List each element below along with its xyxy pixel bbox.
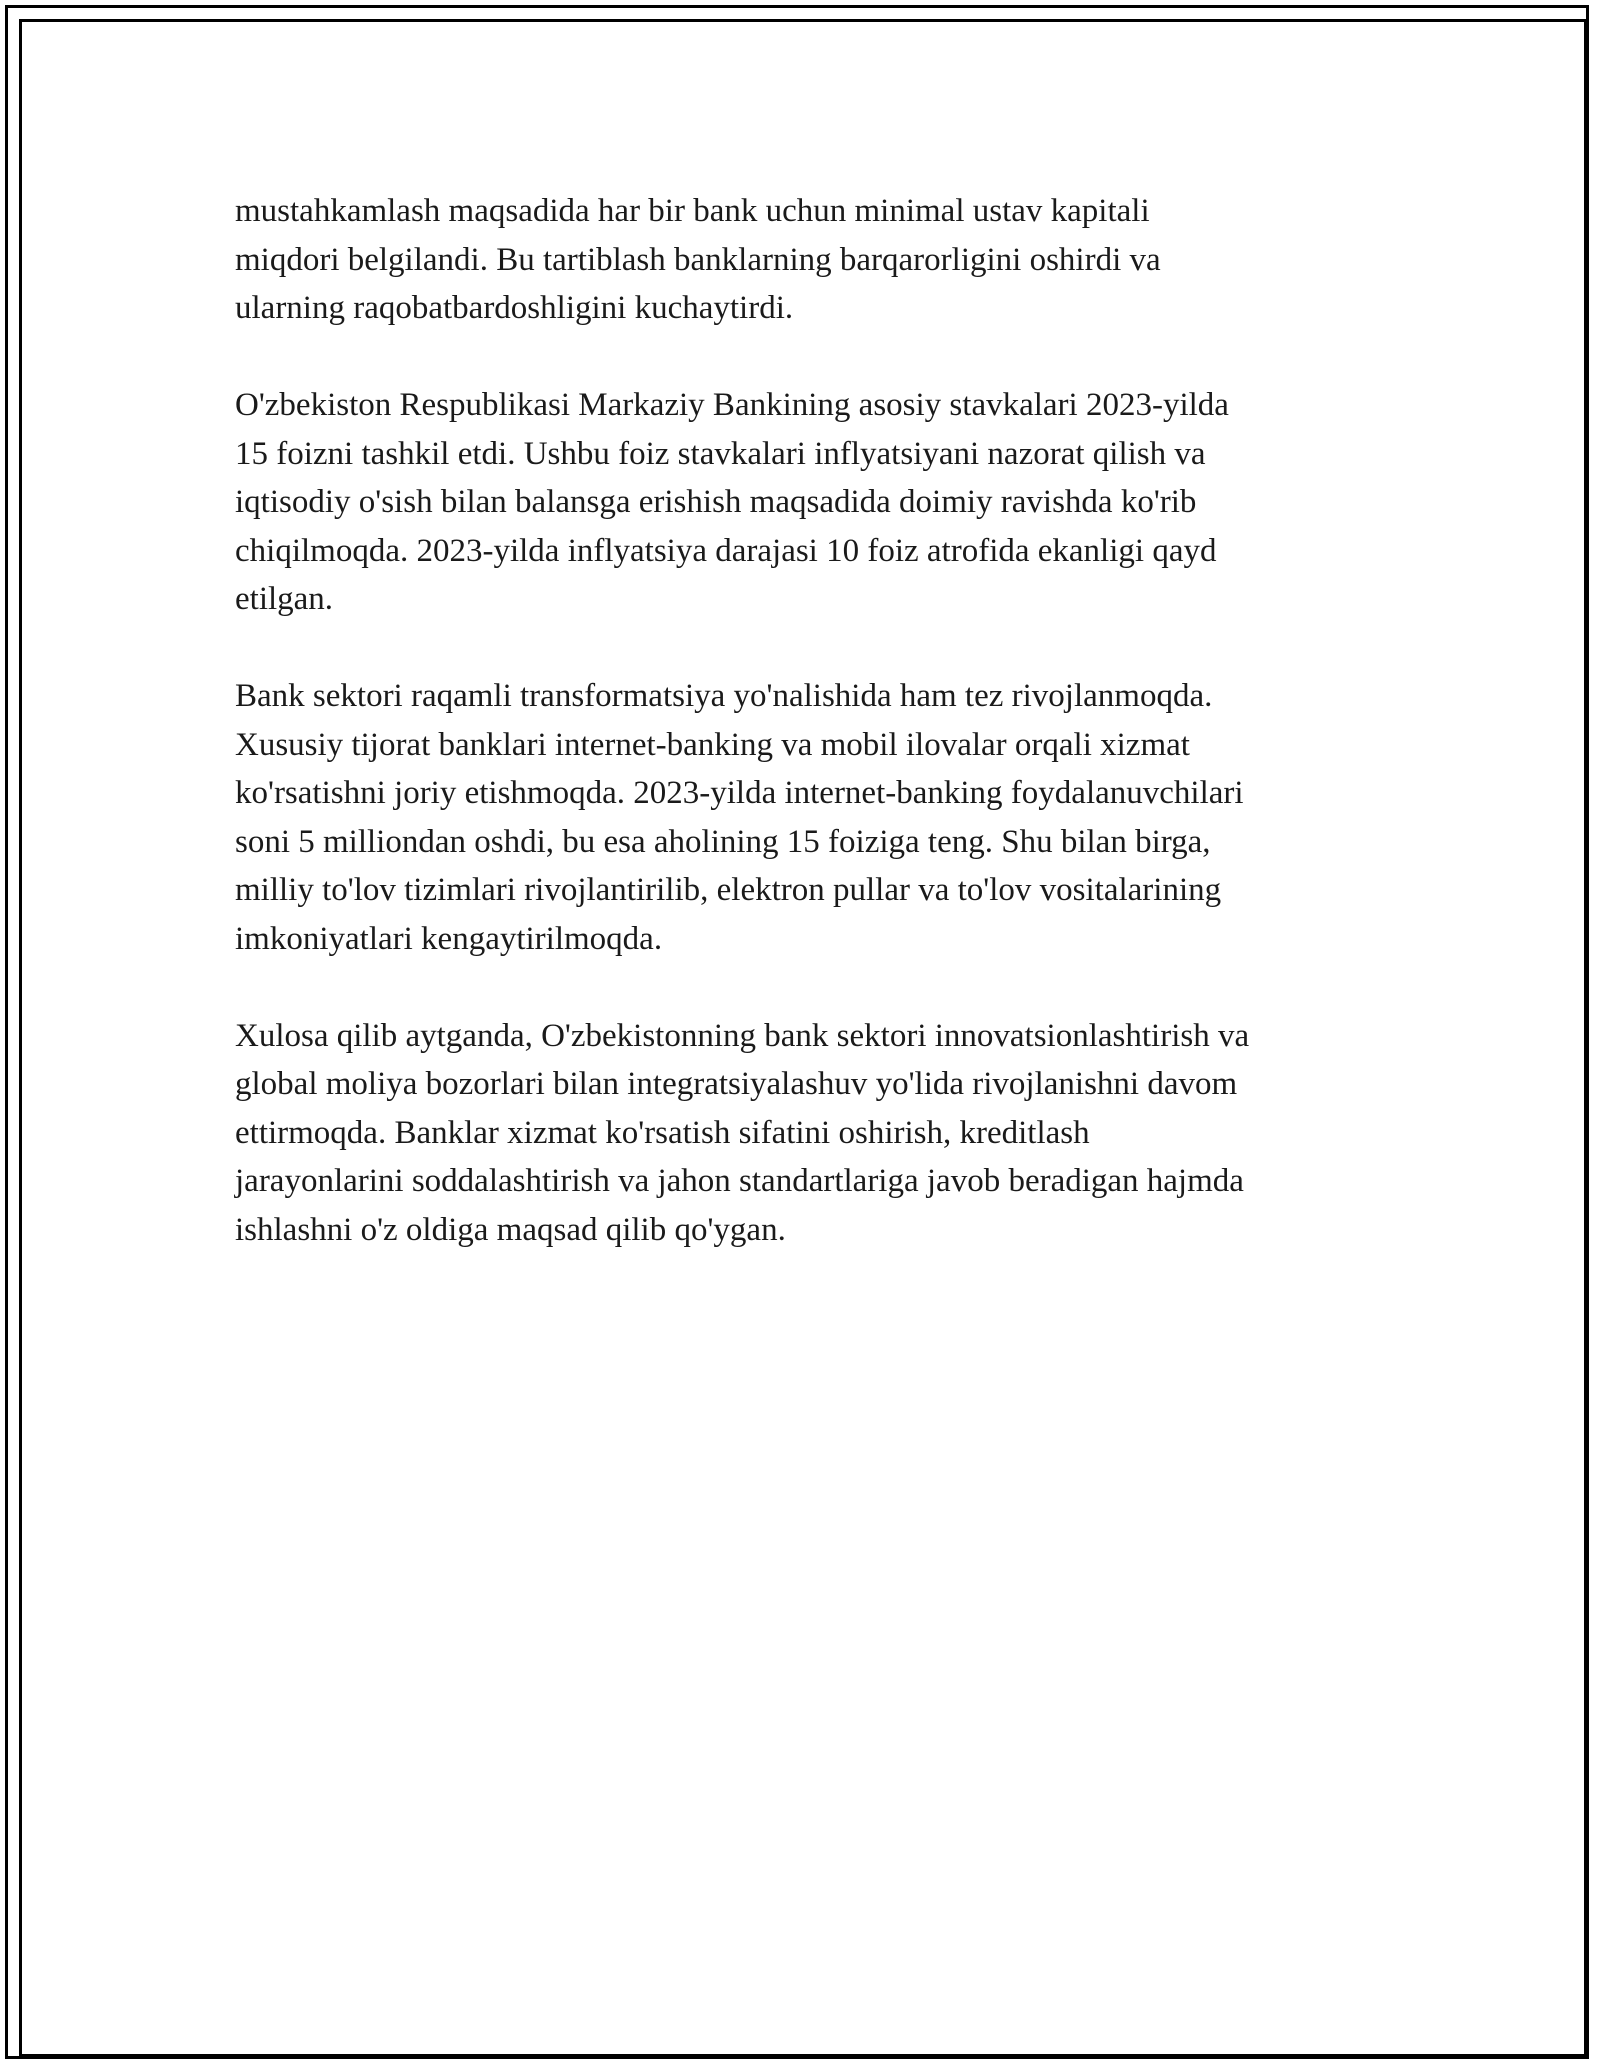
text-line: Xususiy tijorat banklari internet-banking va mobil ilovalar orqali xizmat [235,726,1190,763]
text-line: ishlashni o'z oldiga maqsad qilib qo'ygan. [235,1211,786,1248]
paragraph-conclusion [235,1012,1375,1255]
text-line: ularning raqobatbardoshligini kuchaytirdi. [235,290,794,326]
document-body [235,187,1375,1303]
text-line: milliy to'lov tizimlari rivojlantirilib, elektron pullar va to'lov vositalarining [235,872,1222,908]
text-line: miqdori belgilandi. Bu tartiblash banklarning barqarorligini oshirdi va [235,241,1161,278]
text-line: chiqilmoqda. 2023-yilda inflyatsiya darajasi 10 foiz atrofida ekanligi qayd [235,532,1217,569]
text-line: ettirmoqda. Banklar xizmat ko'rsatish sifatini oshirish, kreditlash [235,1114,1090,1151]
text-line: soni 5 milliondan oshdi, bu esa aholining 15 foiziga teng. Shu bilan birga, [235,823,1211,860]
text-line: O'zbekiston Respublikasi Markaziy Bankining asosiy stavkalari 2023-yilda [235,387,1229,423]
text-line: Xulosa qilib aytganda, O'zbekistonning bank sektori innovatsionlashtirish va [235,1017,1250,1054]
text-line: jarayonlarini soddalashtirish va jahon standartlariga javob beradigan hajmda [235,1163,1244,1199]
paragraph-central-bank-rates [235,381,1375,624]
text-line: global moliya bozorlari bilan integratsiyalashuv yo'lida rivojlanishni davom [235,1066,1238,1102]
text-line: iqtisodiy o'sish bilan balansga erishish maqsadida doimiy ravishda ko'rib [235,484,1197,520]
text-line: imkoniyatlari kengaytirilmoqda. [235,920,663,957]
paragraph-digital-transformation [235,672,1375,963]
text-line: Bank sektori raqamli transformatsiya yo'nalishida ham tez rivojlanmoqda. [235,678,1213,714]
text-line: ko'rsatishni joriy etishmoqda. 2023-yilda internet-banking foydalanuvchilari [235,775,1244,811]
text-line: 15 foizni tashkil etdi. Ushbu foiz stavkalari inflyatsiyani nazorat qilish va [235,435,1206,472]
text-line: etilgan. [235,581,334,617]
text-line: mustahkamlash maqsadida har bir bank uchun minimal ustav kapitali [235,193,1150,229]
paragraph-capital-requirements [235,187,1375,333]
